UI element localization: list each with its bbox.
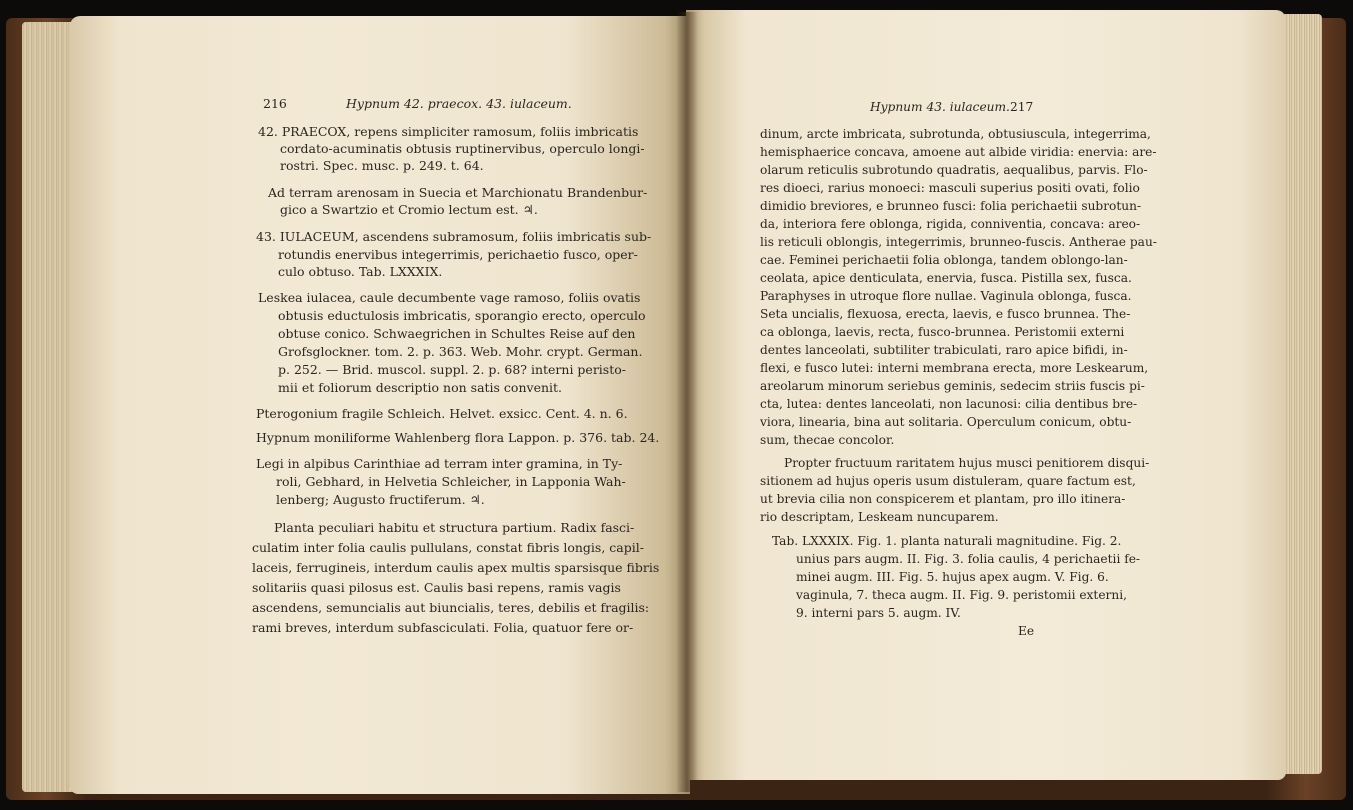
right-line: hemisphaerice concava, amoene aut albide viridia: enervia: are- bbox=[760, 145, 1157, 159]
right-line: rio descriptam, Leskeam nuncuparem. bbox=[760, 510, 999, 524]
right-line: minei augm. III. Fig. 5. hujus apex augm. V. Fig. 6. bbox=[796, 570, 1109, 584]
left-line: rostri. Spec. musc. p. 249. t. 64. bbox=[280, 158, 484, 173]
right-line: dinum, arcte imbricata, subrotunda, obtusiuscula, integerrima, bbox=[760, 127, 1151, 141]
left-line: 42. PRAECOX, repens simpliciter ramosum, foliis imbricatis bbox=[258, 124, 639, 139]
left-line: ascendens, semuncialis aut biuncialis, teres, debilis et fragilis: bbox=[252, 600, 650, 615]
right-running-head: Hypnum 43. iulaceum. bbox=[870, 100, 1010, 114]
right-line: res dioeci, rarius monoeci: masculi superius positi ovati, folio bbox=[760, 181, 1140, 195]
right-line: 9. interni pars 5. augm. IV. bbox=[796, 606, 961, 620]
right-line: olarum reticulis subrotundo quadratis, aequalibus, parvis. Flo- bbox=[760, 163, 1148, 177]
right-folio: 217 bbox=[1010, 100, 1034, 114]
left-line: Pterogonium fragile Schleich. Helvet. exsicc. Cent. 4. n. 6. bbox=[256, 406, 628, 421]
right-line: flexi, e fusco lutei: interni membrana erecta, more Leskearum, bbox=[760, 361, 1149, 375]
left-line: Ad terram arenosam in Suecia et Marchionatu Brandenbur- bbox=[268, 185, 648, 200]
left-line: roli, Gebhard, in Helvetia Schleicher, in Lapponia Wah- bbox=[276, 474, 626, 489]
left-line: rotundis enervibus integerrimis, perichaetio fusco, oper- bbox=[278, 247, 638, 262]
right-line: Propter fructuum raritatem hujus musci penitiorem disqui- bbox=[784, 456, 1150, 470]
left-line: culo obtuso. Tab. LXXXIX. bbox=[278, 264, 443, 279]
right-line: areolarum minorum seriebus geminis, sedecim striis fuscis pi- bbox=[760, 379, 1145, 393]
left-line: Legi in alpibus Carinthiae ad terram inter gramina, in Ty- bbox=[256, 456, 623, 471]
left-line: obtuse conico. Schwaegrichen in Schultes Reise auf den bbox=[278, 326, 636, 341]
right-line: viora, linearia, bina aut solitaria. Operculum conicum, obtu- bbox=[760, 415, 1132, 429]
right-line: dimidio breviores, e brunneo fusci: folia perichaetii subrotun- bbox=[760, 199, 1142, 213]
right-line: sitionem ad hujus operis usum distuleram, quare factum est, bbox=[760, 474, 1136, 488]
right-page bbox=[686, 10, 1286, 780]
right-line: ca oblonga, laevis, recta, fusco-brunnea. Peristomii externi bbox=[760, 325, 1125, 339]
right-line: ut brevia cilia non conspicerem et plantam, pro illo itinera- bbox=[760, 492, 1126, 506]
right-line: lis reticuli oblongis, integerrimis, brunneo-fuscis. Antherae pau- bbox=[760, 235, 1157, 249]
right-line: Tab. LXXXIX. Fig. 1. planta naturali magnitudine. Fig. 2. bbox=[772, 534, 1122, 548]
book-gutter bbox=[676, 12, 698, 792]
left-line: Grofsglockner. tom. 2. p. 363. Web. Mohr. crypt. German. bbox=[278, 344, 643, 359]
right-line: dentes lanceolati, subtiliter trabiculati, raro apice bifidi, in- bbox=[760, 343, 1128, 357]
left-line: culatim inter folia caulis pullulans, constat fibris longis, capil- bbox=[252, 540, 644, 555]
left-line: mii et foliorum descriptio non satis convenit. bbox=[278, 380, 563, 395]
left-line: lenberg; Augusto fructiferum. ♃. bbox=[276, 492, 485, 507]
left-line: obtusis eductulosis imbricatis, sporangio erecto, operculo bbox=[278, 308, 646, 323]
left-line: rami breves, interdum subfasciculati. Folia, quatuor fere or- bbox=[252, 620, 634, 635]
left-line: laceis, ferrugineis, interdum caulis apex multis sparsisque fibris bbox=[252, 560, 660, 575]
right-line: da, interiora fere oblonga, rigida, conniventia, concava: areo- bbox=[760, 217, 1141, 231]
left-line: Hypnum moniliforme Wahlenberg flora Lappon. p. 376. tab. 24. bbox=[256, 430, 660, 445]
left-line: Leskea iulacea, caule decumbente vage ramoso, foliis ovatis bbox=[258, 290, 641, 305]
left-line: solitariis quasi pilosus est. Caulis basi repens, ramis vagis bbox=[252, 580, 621, 595]
right-line: sum, thecae concolor. bbox=[760, 433, 895, 447]
right-line: Seta uncialis, flexuosa, erecta, laevis, e fusco brunnea. The- bbox=[760, 307, 1131, 321]
right-line: vaginula, 7. theca augm. II. Fig. 9. peristomii externi, bbox=[796, 588, 1127, 602]
right-line: unius pars augm. II. Fig. 3. folia caulis, 4 perichaetii fe- bbox=[796, 552, 1141, 566]
right-line: cae. Feminei perichaetii folia oblonga, tandem oblongo-lan- bbox=[760, 253, 1128, 267]
right-line: cta, lutea: dentes lanceolati, non lacunosi: cilia dentibus bre- bbox=[760, 397, 1138, 411]
left-line: Planta peculiari habitu et structura partium. Radix fasci- bbox=[274, 520, 635, 535]
left-line: p. 252. — Brid. muscol. suppl. 2. p. 68? interni peristo- bbox=[278, 362, 626, 377]
left-folio: 216 bbox=[263, 96, 287, 111]
right-line: Paraphyses in utroque flore nullae. Vaginula oblonga, fusca. bbox=[760, 289, 1132, 303]
left-line: 43. IULACEUM, ascendens subramosum, foliis imbricatis sub- bbox=[256, 229, 652, 244]
left-line: gico a Swartzio et Cromio lectum est. ♃. bbox=[280, 202, 538, 217]
signature-mark: Ee bbox=[1018, 624, 1035, 638]
left-running-head: Hypnum 42. praecox. 43. iulaceum. bbox=[346, 96, 572, 111]
left-line: cordato-acuminatis obtusis ruptinervibus, operculo longi- bbox=[280, 141, 645, 156]
right-line: ceolata, apice denticulata, enervia, fusca. Pistilla sex, fusca. bbox=[760, 271, 1132, 285]
